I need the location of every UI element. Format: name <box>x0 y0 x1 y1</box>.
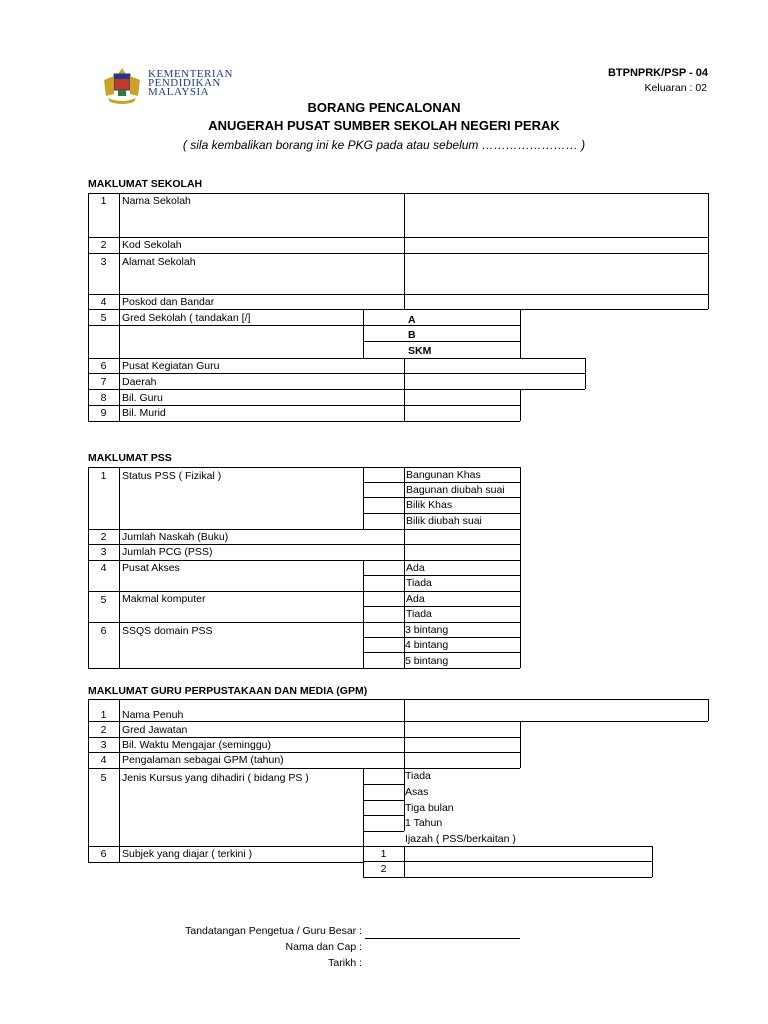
name-stamp-label: Nama dan Cap : <box>285 941 362 953</box>
poskod-label: Poskod dan Bandar <box>122 296 215 308</box>
pengalaman-label: Pengalaman sebagai GPM (tahun) <box>122 754 284 766</box>
date-label: Tarikh : <box>328 957 362 969</box>
status-option-bilik-diubah-suai[interactable]: Bilik diubah suai <box>406 515 482 527</box>
bil-waktu-label: Bil. Waktu Mengajar (seminggu) <box>122 739 271 751</box>
kursus-option-asas[interactable]: Asas <box>405 786 429 798</box>
kursus-option-tiga-bulan[interactable]: Tiga bulan <box>405 802 454 814</box>
bil-guru-field[interactable] <box>405 390 519 404</box>
row-number: 5 <box>100 594 107 606</box>
gred-option-b[interactable]: B <box>408 329 416 341</box>
jenis-kursus-label: Jenis Kursus yang dihadiri ( bidang PS ) <box>122 772 309 784</box>
gred-option-skm[interactable]: SKM <box>408 345 432 357</box>
bil-murid-label: Bil. Murid <box>122 407 166 419</box>
gred-jawatan-label: Gred Jawatan <box>122 724 188 736</box>
section-heading-pss: MAKLUMAT PSS <box>88 452 172 464</box>
nama-sekolah-label: Nama Sekolah <box>122 195 191 207</box>
row-number: 9 <box>100 407 107 419</box>
bil-murid-field[interactable] <box>405 406 519 420</box>
row-number: 6 <box>100 360 107 372</box>
return-instruction: ( sila kembalikan borang ini ke PKG pada atau sebelum …………………… ) <box>182 138 586 152</box>
row-number: 5 <box>100 772 107 784</box>
subjek-number: 2 <box>380 863 387 875</box>
logo-line: MALAYSIA <box>148 86 210 98</box>
jumlah-pcg-field[interactable] <box>405 545 519 559</box>
akses-option-tiada[interactable]: Tiada <box>406 577 432 589</box>
makmal-komputer-label: Makmal komputer <box>122 593 206 605</box>
kod-sekolah-field[interactable] <box>405 238 707 252</box>
ministry-crest-logo <box>100 66 144 104</box>
nama-penuh-label: Nama Penuh <box>122 709 184 721</box>
ssqs-option-3[interactable]: 3 bintang <box>405 624 449 636</box>
poskod-field[interactable] <box>405 295 707 308</box>
row-number: 2 <box>100 239 107 251</box>
bil-guru-label: Bil. Guru <box>122 392 163 404</box>
row-number: 1 <box>100 709 107 721</box>
jumlah-pcg-label: Jumlah PCG (PSS) <box>122 546 213 558</box>
pkg-field[interactable] <box>405 359 584 372</box>
gred-checkbox-b[interactable] <box>364 326 403 340</box>
nama-sekolah-field[interactable] <box>405 194 707 236</box>
kursus-option-1-tahun[interactable]: 1 Tahun <box>405 817 443 829</box>
row-number: 8 <box>100 392 107 404</box>
logo-line: PENDIDIKAN <box>148 77 221 89</box>
gred-sekolah-label: Gred Sekolah ( tandakan [/] <box>122 312 251 324</box>
pusat-akses-label: Pusat Akses <box>122 562 180 574</box>
form-subtitle: ANUGERAH PUSAT SUMBER SEKOLAH NEGERI PERAK <box>208 118 560 133</box>
subjek-label: Subjek yang diajar ( terkini ) <box>122 848 253 860</box>
edition-label: Keluaran : 02 <box>644 82 707 94</box>
row-number: 3 <box>100 256 107 268</box>
subjek-field-1[interactable] <box>405 847 651 860</box>
row-number: 3 <box>100 739 107 751</box>
jumlah-naskah-field[interactable] <box>405 530 519 543</box>
row-number: 1 <box>100 470 107 482</box>
akses-option-ada[interactable]: Ada <box>406 562 425 574</box>
ssqs-label: SSQS domain PSS <box>122 625 213 637</box>
row-number: 6 <box>100 848 107 860</box>
section-heading-sekolah: MAKLUMAT SEKOLAH <box>88 178 203 190</box>
gred-jawatan-field[interactable] <box>405 722 519 736</box>
signature-line[interactable] <box>365 938 520 939</box>
status-option-bagunan-diubah-suai[interactable]: Bagunan diubah suai <box>406 484 505 496</box>
bil-waktu-field[interactable] <box>405 738 519 751</box>
jumlah-naskah-label: Jumlah Naskah (Buku) <box>122 531 229 543</box>
section-heading-gpm: MAKLUMAT GURU PERPUSTAKAAN DAN MEDIA (GPM) <box>88 685 368 697</box>
form-code: BTPNPRK/PSP - 04 <box>607 67 708 79</box>
alamat-sekolah-field[interactable] <box>405 254 707 293</box>
row-number: 6 <box>100 625 107 637</box>
row-number: 1 <box>100 195 107 207</box>
kod-sekolah-label: Kod Sekolah <box>122 239 182 251</box>
ssqs-option-5[interactable]: 5 bintang <box>405 655 449 667</box>
logo-line: KEMENTERIAN <box>148 68 233 80</box>
nama-penuh-field[interactable] <box>405 700 707 720</box>
kursus-option-ijazah[interactable]: Ijazah ( PSS/berkaitan ) <box>405 833 516 845</box>
pengalaman-field[interactable] <box>405 753 519 767</box>
makmal-option-tiada[interactable]: Tiada <box>406 608 432 620</box>
row-number: 4 <box>100 754 107 766</box>
row-number: 5 <box>100 312 107 324</box>
ministry-logo-text <box>148 70 233 97</box>
gred-checkbox-a[interactable] <box>364 310 403 324</box>
kursus-option-tiada[interactable]: Tiada <box>405 770 431 782</box>
row-number: 2 <box>100 531 107 543</box>
row-number: 7 <box>100 376 107 388</box>
status-option-bangunan-khas[interactable]: Bangunan Khas <box>406 469 481 481</box>
row-number: 3 <box>100 546 107 558</box>
pkg-label: Pusat Kegiatan Guru <box>122 360 220 372</box>
subjek-field-2[interactable] <box>405 862 651 876</box>
gred-checkbox-skm[interactable] <box>364 342 403 357</box>
status-option-bilik-khas[interactable]: Bilik Khas <box>406 499 453 511</box>
row-number: 2 <box>100 724 107 736</box>
daerah-label: Daerah <box>122 376 157 388</box>
signature-label: Tandatangan Pengetua / Guru Besar : <box>185 925 362 937</box>
subjek-number: 1 <box>380 848 387 860</box>
gred-option-a[interactable]: A <box>408 314 416 326</box>
alamat-sekolah-label: Alamat Sekolah <box>122 256 196 268</box>
ssqs-option-4[interactable]: 4 bintang <box>405 639 449 651</box>
form-title: BORANG PENCALONAN <box>307 100 461 115</box>
makmal-option-ada[interactable]: Ada <box>406 593 425 605</box>
row-number: 4 <box>100 562 107 574</box>
status-pss-label: Status PSS ( Fizikal ) <box>122 470 222 482</box>
daerah-field[interactable] <box>405 374 584 388</box>
row-number: 4 <box>100 296 107 308</box>
